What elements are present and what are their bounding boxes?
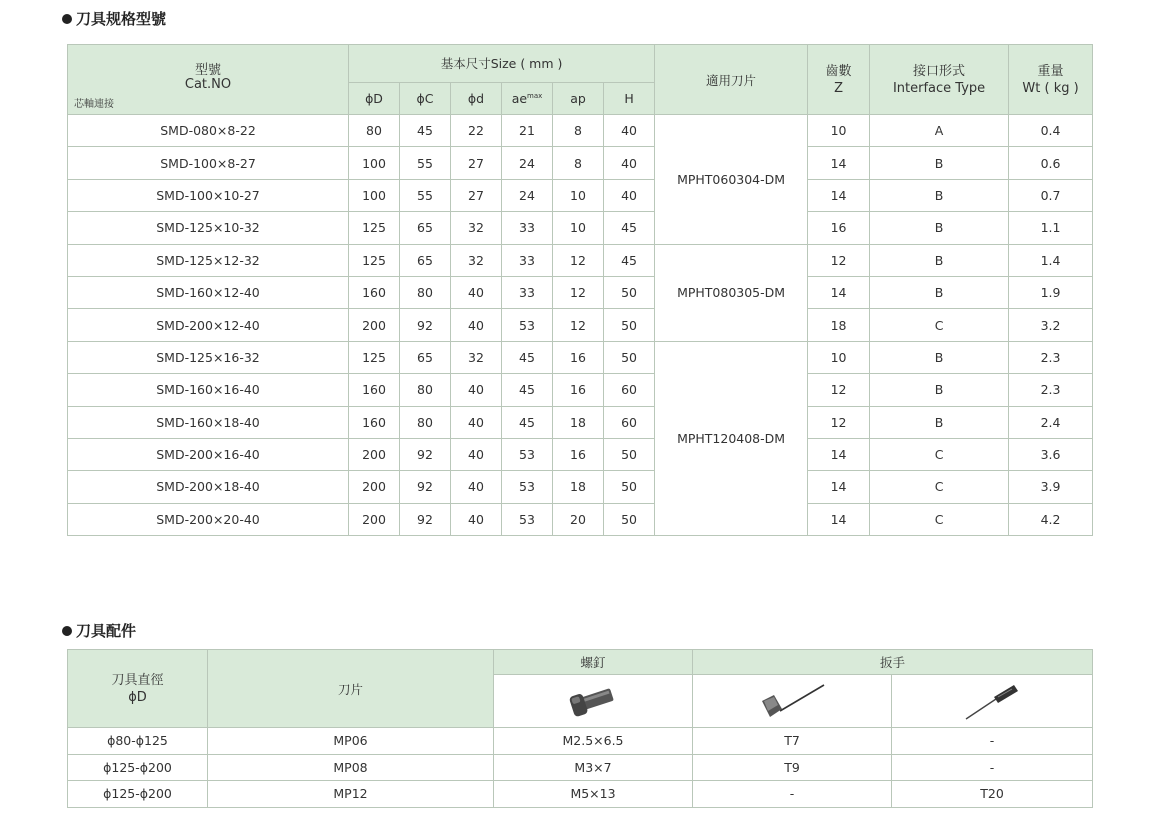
header-teeth — [808, 45, 870, 115]
header-dim-H: H — [604, 82, 655, 114]
cell-dim-d: 27 — [451, 147, 502, 179]
cell-dim-D: 200 — [349, 309, 400, 341]
cell-cat-no: SMD-125×10-32 — [68, 212, 349, 244]
cell-dim-C: 92 — [400, 309, 451, 341]
table-row — [68, 471, 1093, 503]
cell-dim-D: 100 — [349, 147, 400, 179]
cell-dim-D: 160 — [349, 406, 400, 438]
cell-dim-H: 60 — [604, 406, 655, 438]
cell-dim-H: 60 — [604, 374, 655, 406]
cell-teeth: 16 — [808, 212, 870, 244]
spec-table — [67, 44, 1093, 536]
header-dim-ae-sup: max — [527, 91, 543, 100]
cell-weight: 0.7 — [1009, 179, 1093, 211]
cell-dim-H: 50 — [604, 309, 655, 341]
cell-dim-ap: 16 — [553, 341, 604, 373]
cell-interface: B — [870, 147, 1009, 179]
cell-dim-d: 32 — [451, 341, 502, 373]
cell-wrench-2: T20 — [892, 781, 1093, 808]
cell-dim-ap: 12 — [553, 309, 604, 341]
cell-wrench-2: - — [892, 754, 1093, 781]
cell-interface: C — [870, 503, 1009, 535]
cell-weight: 2.4 — [1009, 406, 1093, 438]
cell-cat-no: SMD-200×12-40 — [68, 309, 349, 341]
header-dim-ae-text: ae — [511, 90, 528, 106]
cell-dim-C: 45 — [400, 115, 451, 147]
cell-dim-d: 40 — [451, 471, 502, 503]
cell-cat-no: SMD-200×16-40 — [68, 438, 349, 470]
cell-dim-ae: 33 — [502, 276, 553, 308]
cell-dim-D: 125 — [349, 341, 400, 373]
cell-weight: 1.4 — [1009, 244, 1093, 276]
cell-dim-C: 65 — [400, 244, 451, 276]
cell-wrench-2: - — [892, 728, 1093, 755]
cell-weight: 4.2 — [1009, 503, 1093, 535]
cell-teeth: 10 — [808, 341, 870, 373]
cell-dim-ap: 18 — [553, 471, 604, 503]
table-row — [68, 374, 1093, 406]
header-wrench: 扳手 — [693, 650, 1093, 675]
table-row — [68, 115, 1093, 147]
bullet-icon — [62, 626, 72, 636]
accessories-table — [67, 649, 1093, 808]
header-teeth-cn: 齒數 — [825, 63, 852, 79]
cell-teeth: 10 — [808, 115, 870, 147]
cell-blade: MP06 — [208, 728, 494, 755]
screw-icon-cell — [494, 675, 693, 728]
header-dim-ae — [502, 82, 553, 114]
table-row — [68, 276, 1093, 308]
cell-cat-no: SMD-160×12-40 — [68, 276, 349, 308]
cell-dim-D: 125 — [349, 212, 400, 244]
cell-dim-ae: 33 — [502, 212, 553, 244]
header-screw: 螺釘 — [494, 650, 693, 675]
cell-dim-D: 160 — [349, 374, 400, 406]
cell-weight: 3.9 — [1009, 471, 1093, 503]
cell-interface: B — [870, 374, 1009, 406]
cell-dim-ap: 10 — [553, 212, 604, 244]
cell-interface: B — [870, 406, 1009, 438]
cell-dim-D: 200 — [349, 438, 400, 470]
cell-dim-ap: 20 — [553, 503, 604, 535]
cell-weight: 1.9 — [1009, 276, 1093, 308]
cell-dim-ae: 53 — [502, 309, 553, 341]
table-row — [68, 341, 1093, 373]
cell-dim-C: 65 — [400, 341, 451, 373]
table-row — [68, 728, 1093, 755]
cell-dim-H: 50 — [604, 503, 655, 535]
cell-interface: C — [870, 309, 1009, 341]
cell-dim-ap: 8 — [553, 147, 604, 179]
table-row — [68, 503, 1093, 535]
cell-interface: C — [870, 438, 1009, 470]
cell-interface: B — [870, 244, 1009, 276]
header-weight-cn: 重量 — [1037, 63, 1064, 79]
cell-dim-H: 40 — [604, 147, 655, 179]
header-interface-cn: 接口形式 — [913, 63, 966, 79]
cell-dim-ap: 16 — [553, 374, 604, 406]
cell-dim-D: 160 — [349, 276, 400, 308]
cell-dim-H: 40 — [604, 179, 655, 211]
header-weight-en: Wt ( kg ) — [1022, 80, 1079, 96]
section-title-accessories — [62, 620, 136, 641]
cell-dim-H: 50 — [604, 471, 655, 503]
cell-interface: B — [870, 179, 1009, 211]
cell-dim-D: 125 — [349, 244, 400, 276]
cell-dim-ae: 21 — [502, 115, 553, 147]
header-interface-en: Interface Type — [892, 80, 986, 96]
cell-weight: 0.4 — [1009, 115, 1093, 147]
cell-dim-H: 50 — [604, 276, 655, 308]
header-diameter-en: ϕD — [128, 689, 147, 705]
cell-dim-ae: 45 — [502, 374, 553, 406]
cell-cat-no: SMD-080×8-22 — [68, 115, 349, 147]
cell-cat-no: SMD-160×18-40 — [68, 406, 349, 438]
cell-dim-C: 65 — [400, 212, 451, 244]
cell-weight: 3.6 — [1009, 438, 1093, 470]
cell-wrench-1: T7 — [693, 728, 892, 755]
header-dim-C: ϕC — [400, 82, 451, 114]
cell-dim-C: 92 — [400, 503, 451, 535]
cell-dim-ae: 45 — [502, 341, 553, 373]
cell-dim-H: 45 — [604, 244, 655, 276]
bullet-icon — [62, 14, 72, 24]
table-row — [68, 754, 1093, 781]
cell-teeth: 12 — [808, 406, 870, 438]
header-insert: 適用刀片 — [655, 45, 808, 115]
cell-teeth: 12 — [808, 244, 870, 276]
cell-interface: A — [870, 115, 1009, 147]
cell-dim-d: 40 — [451, 406, 502, 438]
cell-dim-ap: 8 — [553, 115, 604, 147]
cell-teeth: 14 — [808, 503, 870, 535]
cell-dim-H: 45 — [604, 212, 655, 244]
section-title-specs — [62, 8, 166, 29]
cell-screw: M2.5×6.5 — [494, 728, 693, 755]
cell-weight: 0.6 — [1009, 147, 1093, 179]
cell-diameter: ϕ80-ϕ125 — [68, 728, 208, 755]
screwdriver-icon-cell — [892, 675, 1093, 728]
cell-dim-D: 80 — [349, 115, 400, 147]
cell-dim-D: 100 — [349, 179, 400, 211]
cell-interface: B — [870, 276, 1009, 308]
cell-dim-C: 80 — [400, 374, 451, 406]
cell-teeth: 12 — [808, 374, 870, 406]
cell-dim-C: 55 — [400, 179, 451, 211]
header-weight — [1009, 45, 1093, 115]
cell-dim-H: 40 — [604, 115, 655, 147]
table-row — [68, 212, 1093, 244]
cell-teeth: 14 — [808, 438, 870, 470]
cell-dim-d: 40 — [451, 503, 502, 535]
table-row — [68, 179, 1093, 211]
header-dim-ap: ap — [553, 82, 604, 114]
cell-interface: B — [870, 212, 1009, 244]
cell-weight: 1.1 — [1009, 212, 1093, 244]
cell-dim-ap: 10 — [553, 179, 604, 211]
cell-interface: B — [870, 341, 1009, 373]
cell-weight: 2.3 — [1009, 374, 1093, 406]
section-title-specs-text: 刀具规格型號 — [76, 10, 167, 28]
cell-dim-C: 92 — [400, 471, 451, 503]
header-dim-D: ϕD — [349, 82, 400, 114]
cell-dim-d: 40 — [451, 374, 502, 406]
cell-dim-ae: 53 — [502, 503, 553, 535]
header-teeth-en: Z — [834, 80, 844, 96]
section-title-accessories-text: 刀具配件 — [76, 622, 137, 640]
cell-interface: C — [870, 471, 1009, 503]
header-size-group: 基本尺寸Size ( mm ) — [349, 45, 655, 83]
cell-insert: MPHT080305-DM — [655, 244, 808, 341]
cell-teeth: 14 — [808, 147, 870, 179]
cell-dim-d: 40 — [451, 276, 502, 308]
cell-cat-no: SMD-100×8-27 — [68, 147, 349, 179]
header-model-cn: 型號 — [194, 63, 221, 78]
cell-dim-d: 40 — [451, 309, 502, 341]
cell-wrench-1: T9 — [693, 754, 892, 781]
cell-blade: MP08 — [208, 754, 494, 781]
cell-dim-ae: 45 — [502, 406, 553, 438]
cell-cat-no: SMD-200×18-40 — [68, 471, 349, 503]
cell-dim-C: 80 — [400, 406, 451, 438]
cell-teeth: 14 — [808, 179, 870, 211]
table-row — [68, 244, 1093, 276]
cell-insert: MPHT120408-DM — [655, 341, 808, 535]
cell-dim-d: 32 — [451, 212, 502, 244]
cell-cat-no: SMD-100×10-27 — [68, 179, 349, 211]
header-diameter — [68, 650, 208, 728]
header-model-sub: 芯軸連接 — [74, 99, 114, 110]
cell-blade: MP12 — [208, 781, 494, 808]
table-row — [68, 309, 1093, 341]
cell-dim-ap: 16 — [553, 438, 604, 470]
header-model — [68, 45, 349, 115]
cell-wrench-1: - — [693, 781, 892, 808]
cell-dim-D: 200 — [349, 471, 400, 503]
cell-dim-ae: 24 — [502, 147, 553, 179]
cell-diameter: ϕ125-ϕ200 — [68, 754, 208, 781]
cell-teeth: 14 — [808, 471, 870, 503]
cell-dim-d: 32 — [451, 244, 502, 276]
cell-cat-no: SMD-125×16-32 — [68, 341, 349, 373]
cell-dim-C: 80 — [400, 276, 451, 308]
cell-dim-C: 92 — [400, 438, 451, 470]
cell-diameter: ϕ125-ϕ200 — [68, 781, 208, 808]
cell-cat-no: SMD-125×12-32 — [68, 244, 349, 276]
cell-dim-H: 50 — [604, 438, 655, 470]
header-dim-d: ϕd — [451, 82, 502, 114]
cell-dim-C: 55 — [400, 147, 451, 179]
cell-dim-H: 50 — [604, 341, 655, 373]
cell-weight: 3.2 — [1009, 309, 1093, 341]
cell-dim-D: 200 — [349, 503, 400, 535]
table-row — [68, 781, 1093, 808]
cell-screw: M3×7 — [494, 754, 693, 781]
cell-dim-d: 27 — [451, 179, 502, 211]
header-interface — [870, 45, 1009, 115]
cell-insert: MPHT060304-DM — [655, 115, 808, 245]
screw-icon — [563, 681, 623, 721]
cell-dim-d: 40 — [451, 438, 502, 470]
cell-cat-no: SMD-160×16-40 — [68, 374, 349, 406]
cell-dim-ae: 33 — [502, 244, 553, 276]
cell-dim-ae: 24 — [502, 179, 553, 211]
cell-teeth: 18 — [808, 309, 870, 341]
table-row — [68, 147, 1093, 179]
table-row — [68, 406, 1093, 438]
cell-cat-no: SMD-200×20-40 — [68, 503, 349, 535]
cell-dim-d: 22 — [451, 115, 502, 147]
header-model-en: Cat.NO — [184, 77, 232, 92]
cell-teeth: 14 — [808, 276, 870, 308]
torx-key-icon-cell — [693, 675, 892, 728]
header-diameter-cn: 刀具直徑 — [111, 672, 164, 688]
cell-dim-ap: 18 — [553, 406, 604, 438]
torx-key-icon — [752, 679, 832, 723]
cell-dim-ap: 12 — [553, 244, 604, 276]
cell-weight: 2.3 — [1009, 341, 1093, 373]
cell-dim-ae: 53 — [502, 438, 553, 470]
cell-dim-ap: 12 — [553, 276, 604, 308]
table-row — [68, 438, 1093, 470]
screwdriver-icon — [952, 679, 1032, 723]
header-blade: 刀片 — [208, 650, 494, 728]
cell-dim-ae: 53 — [502, 471, 553, 503]
cell-screw: M5×13 — [494, 781, 693, 808]
